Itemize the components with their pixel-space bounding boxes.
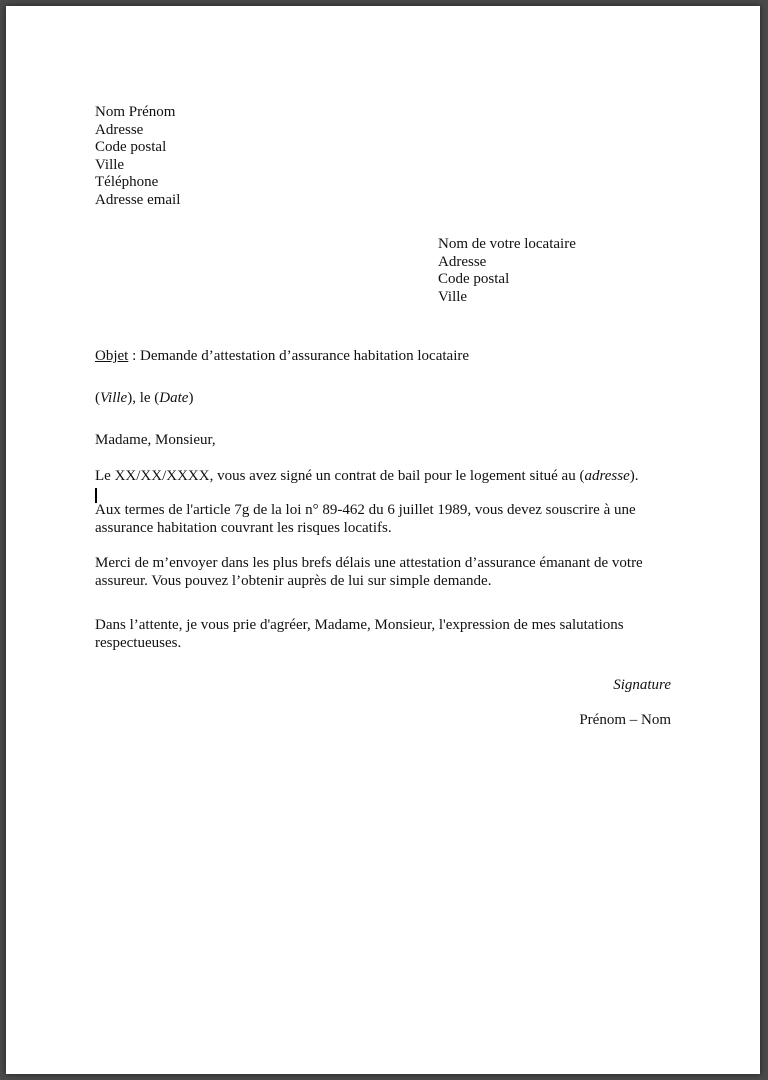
- date-value: Date: [159, 390, 189, 406]
- paragraph-request: Merci de m’envoyer dans les plus brefs délais une attestation d’assurance émanant de votre assureur. Vous pouvez l’obtenir auprès de lui sur simple demande.: [95, 555, 643, 589]
- sender-block: [95, 104, 180, 209]
- recipient-name: Nom de votre locataire: [438, 236, 576, 252]
- date-line: [95, 390, 193, 408]
- recipient-address: Adresse: [438, 253, 487, 270]
- date-open: (: [95, 390, 100, 406]
- sender-phone: Téléphone: [95, 174, 159, 190]
- sender-city: Ville: [95, 156, 125, 173]
- recipient-city: Ville: [438, 288, 468, 305]
- sender-email: Adresse email: [95, 191, 181, 208]
- paragraph-lease-address: adresse: [584, 468, 630, 484]
- greeting: Madame, Monsieur,: [95, 432, 216, 448]
- subject-line: [95, 348, 469, 366]
- document-page: [6, 6, 760, 1074]
- paragraph-lease: [95, 468, 639, 486]
- paragraph-closing: Dans l’attente, je vous prie d'agréer, Madame, Monsieur, l'expression de mes salutations respectueuses.: [95, 617, 624, 651]
- sender-address: Adresse: [95, 121, 144, 138]
- signature: Signature: [613, 677, 671, 693]
- date-mid: ), le (: [127, 390, 160, 406]
- recipient-block: [438, 236, 576, 306]
- sender-name: Nom Prénom: [95, 104, 176, 120]
- sender-postal-code: Code postal: [95, 139, 167, 155]
- date-city: Ville: [100, 390, 128, 406]
- date-close: ): [188, 390, 194, 406]
- signer-name: Prénom – Nom: [579, 712, 671, 728]
- paragraph-lease-end: ).: [629, 468, 639, 484]
- text-cursor: [95, 488, 97, 503]
- recipient-postal-code: Code postal: [438, 271, 510, 287]
- paragraph-lease-text: Le XX/XX/XXXX, vous avez signé un contrat de bail pour le logement situé au (: [95, 468, 585, 484]
- subject-text: : Demande d’attestation d’assurance habitation locataire: [128, 348, 470, 364]
- subject-label: Objet: [95, 348, 129, 364]
- paragraph-law: Aux termes de l'article 7g de la loi n° 89-462 du 6 juillet 1989, vous devez souscrire à une assurance habitation couvrant les risques locatifs.: [95, 502, 636, 536]
